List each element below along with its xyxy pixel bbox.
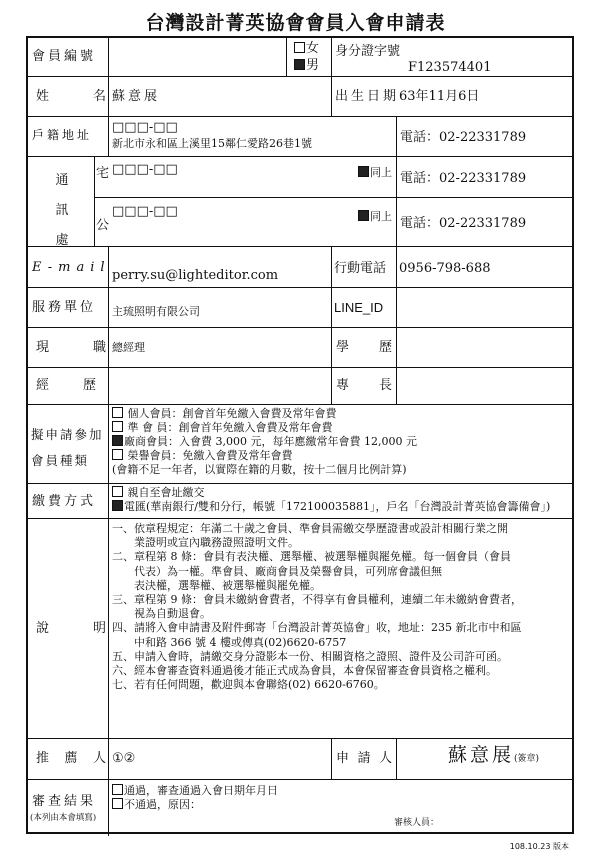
gender-female-option[interactable]: 女 [294,41,319,56]
office-label: 公 [96,218,110,233]
home-same-as[interactable]: 同上 [358,166,392,180]
payment-checkbox[interactable] [112,500,123,511]
explanation-line: 視為自動退會。 [112,607,211,621]
office-phone[interactable]: 電話：02-22331789 [400,216,527,231]
explanation-line: 七、若有任何問題，歡迎與本會聯絡(02) 6620-6760。 [112,678,385,692]
office-same-as[interactable]: 同上 [358,210,392,224]
contact-address-label: 通 訊 處 [55,173,69,248]
version-footer: 108.10.23 版本 [509,842,569,851]
explanation-line: 一、依章程規定：年滿二十歲之會員、準會員需繳交學歷證書或設計相關行業之開 [112,522,508,535]
position-value[interactable]: 總經理 [112,341,145,354]
mobile-label: 行動電話 [334,261,387,276]
payment-option[interactable]: 電匯(華南銀行/雙和分行，帳號「172100035881」，戶名「台灣設計菁英協會籌備會」) [112,500,572,514]
specialty-field[interactable] [399,371,569,399]
home-same-as-checkbox[interactable] [358,166,369,177]
name-label: 姓 名 [36,89,106,104]
membership-option[interactable]: 廠商會員：入會費 3,000 元，每年應繳常年會費 12,000 元 [112,435,572,449]
household-address-value[interactable]: 新北市永和區上溪里15鄰仁愛路26巷1號 [112,137,312,150]
home-phone[interactable]: 電話：02-22331789 [400,171,527,186]
mobile-value[interactable]: 0956-798-688 [399,261,491,276]
employer-label: 服務單位 [32,300,97,315]
payment-options [112,486,572,514]
male-checkbox[interactable] [294,59,305,70]
applicant-signature[interactable]: 蘇意展(簽章) [448,744,540,766]
explanation-label: 說 明 [36,621,106,636]
membership-options [112,407,572,477]
payment-method-label: 繳費方式 [32,494,97,509]
recommender-value[interactable]: ①② [112,751,136,766]
member-no-label: 會員編號 [32,49,97,64]
explanation-line: 四、請將入會申請書及附件郵寄「台灣設計菁英協會」收，地址：235 新北市中和區 [112,621,522,635]
household-postal-code[interactable]: □□□-□□ [112,120,178,135]
membership-option[interactable]: 準 會 員：創會首年免繳入會費及常年會費 [112,421,572,435]
membership-type-label: 擬申請參加 會員種類 [31,427,104,468]
explanation-line: 業證明或宣內職務證照證明文件。 [112,536,299,550]
explanation-line: 表決權，選舉權、被選舉權與罷免權。 [112,578,321,592]
employer-value[interactable]: 主琉照明有限公司 [112,305,200,318]
explanation-line: 三、章程第 9 條：會員未繳納會費者，不得享有會員權利，連續二年未繳納會費者， [112,593,522,607]
payment-option[interactable]: 親自至會址繳交 [112,486,572,500]
specialty-label: 專 長 [336,378,392,393]
household-address-label: 戶籍地址 [32,128,93,142]
position-label: 現 職 [36,340,106,355]
payment-checkbox[interactable] [112,486,123,497]
birthday-value[interactable]: 63年11月6日 [399,89,480,104]
explanation-line: 六、經本會審查資料通過後才能正式成為會員，本會保留審查會員資格之權利。 [112,664,497,678]
line-id-field[interactable] [399,293,569,321]
membership-note: (會籍不足一年者，以實際在籍的月數，按十二個月比例計算) [112,463,407,476]
membership-checkbox[interactable] [112,435,123,446]
member-no-field[interactable] [112,43,284,71]
id-no-label: 身分證字號 [335,44,401,59]
explanation-line: 代表）為一權。準會員、廠商會員及榮譽會員，可列席會議但無 [112,564,442,578]
review-pass-option[interactable]: 通過，審查通過入會日期年月日 [112,784,412,798]
applicant-label: 申 請 人 [336,751,392,766]
membership-checkbox[interactable] [112,407,123,418]
experience-label: 經 歷 [36,378,96,393]
explanation-line: 中和路 366 號 4 樓或傳真(02)6620-6757 [112,635,347,649]
household-phone[interactable]: 電話：02-22331789 [400,130,527,145]
recommender-label: 推 薦 人 [36,751,106,766]
explanation-list [112,522,570,692]
home-postal-code[interactable]: □□□-□□ [112,162,178,177]
membership-option[interactable]: 個人會員：創會首年免繳入會費及常年會費 [112,407,572,421]
application-form [26,36,574,834]
gender-male-option[interactable]: 男 [294,58,319,73]
reviewer-label: 審核人員： [394,818,440,828]
birthday-label: 出生日期 [335,89,400,104]
name-value[interactable]: 蘇意展 [112,89,161,104]
review-fail-checkbox[interactable] [112,798,123,809]
office-same-as-checkbox[interactable] [358,210,369,221]
female-checkbox[interactable] [294,42,305,53]
membership-option[interactable]: 榮譽會員：免繳入會費及常年會費 [112,449,572,463]
id-no-value[interactable]: F123574401 [408,60,492,75]
form-title: 台灣設計菁英協會會員入會申請表 [145,12,446,34]
explanation-line: 二、章程第 8 條：會員有表決權、選舉權、被選舉權與罷免權。每一個會員（會員 [112,550,511,564]
home-label: 宅 [96,166,110,181]
experience-field[interactable] [112,371,328,399]
email-label: E-mail [32,260,111,275]
review-result-label: 審查結果 [32,794,97,809]
office-postal-code[interactable]: □□□-□□ [112,204,178,219]
review-note: (本列由本會填寫) [30,813,97,823]
education-field[interactable] [399,334,569,362]
email-value[interactable]: perry.su@lighteditor.com [112,268,279,283]
membership-checkbox[interactable] [112,421,123,432]
membership-checkbox[interactable] [112,449,123,460]
education-label: 學 歷 [336,340,392,355]
review-fail-option[interactable]: 不通過，原因： [112,798,412,812]
review-options [112,784,412,812]
review-pass-checkbox[interactable] [112,784,123,795]
line-id-label: LINE_ID [334,300,384,315]
explanation-line: 五、申請入會時，請繳交身分證影本一份、相關資格之證照、證件及公司許可函。 [112,649,508,663]
